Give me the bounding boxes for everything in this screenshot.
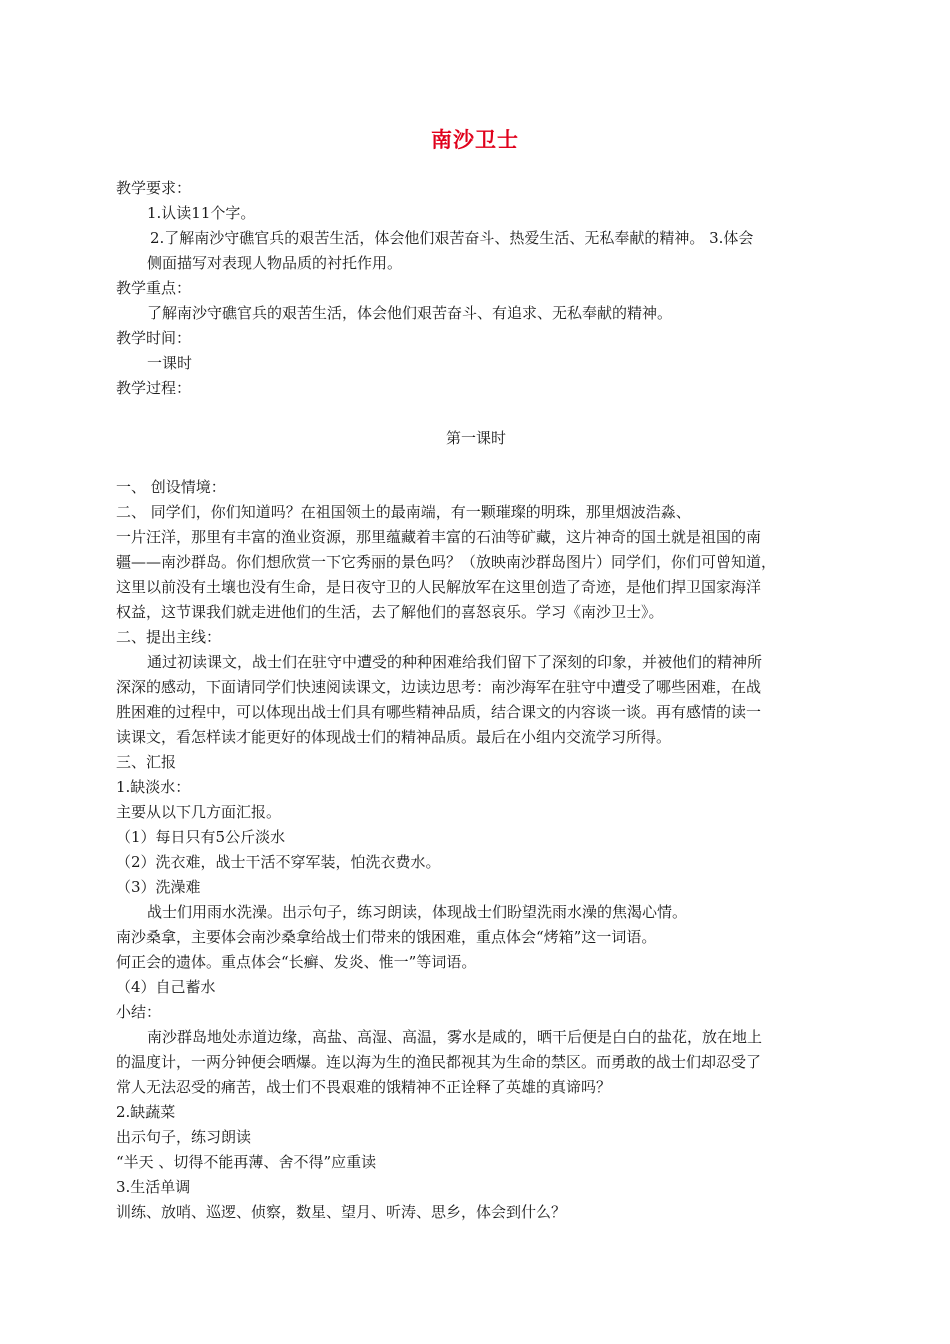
body-line: 南沙桑拿，主要体会南沙桑拿给战士们带来的饿困难，重点体会“烤箱”这一词语。: [116, 928, 657, 946]
lesson-title: 第一课时: [445, 429, 506, 447]
body-line: 一片汪洋，那里有丰富的渔业资源，那里蕴藏着丰富的石油等矿藏，这片神奇的国土就是祖国的南: [116, 528, 762, 546]
lesson-title-block: [116, 426, 836, 451]
requirement-item-2b: 侧面描写对表现人物品质的衬托作用。: [147, 254, 403, 272]
body-line: 权益，这节课我们就走进他们的生活，去了解他们的喜怒哀乐。学习《南沙卫士》。: [116, 603, 664, 621]
body-line: （4）自己蓄水: [116, 978, 216, 996]
body-line: （1）每日只有5公斤淡水: [116, 828, 286, 846]
body-line: （2）洗衣难，战士干活不穿军装，怕洗衣费水。: [116, 853, 441, 871]
body-line: （3）洗澡难: [116, 878, 201, 896]
body-line: 2.缺蔬菜: [116, 1103, 176, 1121]
body-line: 疆——南沙群岛。你们想欣赏一下它秀丽的景色吗？（放映南沙群岛图片）同学们，你们可曾知道，: [116, 553, 777, 571]
time-heading: 教学时间：: [116, 329, 192, 347]
body-line: 何正会的遗体。重点体会“长癣、发炎、惟一”等词语。: [116, 953, 477, 971]
requirements-heading: 教学要求：: [116, 179, 192, 197]
time-text: 一课时: [147, 354, 193, 372]
body-line: 深深的感动，下面请同学们快速阅读课文，边读边思考：南沙海军在驻守中遭受了哪些困难，在战: [116, 678, 762, 696]
body-line: 1.缺淡水：: [116, 778, 191, 796]
requirement-item-2a: 2.了解南沙守礁官兵的艰苦生活，体会他们艰苦奋斗、热爱生活、无私奉献的精神。 3.体会: [150, 229, 754, 247]
focus-heading: 教学重点：: [116, 279, 192, 297]
body-line: 训练、放哨、巡逻、侦察，数星、望月、听涛、思乡，体会到什么？: [116, 1203, 567, 1221]
body-line: 读课文，看怎样读才能更好的体现战士们的精神品质。最后在小组内交流学习所得。: [116, 728, 672, 746]
body-line: 主要从以下几方面汇报。: [116, 803, 282, 821]
body-line: “半天 、切得不能再薄、舍不得”应重读: [116, 1153, 377, 1171]
document-title: 南沙卫士: [431, 128, 519, 152]
body-line: 一、 创设情境：: [116, 478, 226, 496]
lesson-body: [116, 475, 836, 1225]
body-line: 出示句子，练习朗读: [116, 1128, 252, 1146]
body-line: 二、 同学们，你们知道吗？在祖国领土的最南端，有一颗璀璨的明珠，那里烟波浩淼、: [116, 503, 691, 521]
body-line: 的温度计，一两分钟便会晒爆。连以海为生的渔民都视其为生命的禁区。而勇敢的战士们却忍受了: [116, 1053, 762, 1071]
focus-text: 了解南沙守礁官兵的艰苦生活，体会他们艰苦奋斗、有追求、无私奉献的精神。: [147, 304, 673, 322]
body-line: 小结：: [116, 1003, 162, 1021]
body-line: 这里以前没有土壤也没有生命，是日夜守卫的人民解放军在这里创造了奇迹，是他们捍卫国家海洋: [116, 578, 762, 596]
body-line: 胜困难的过程中，可以体现出战士们具有哪些精神品质，结合课文的内容谈一谈。再有感情的读一: [116, 703, 762, 721]
body-line: 战士们用雨水洗澡。出示句子，练习朗读，体现战士们盼望洗雨水澡的焦渴心情。: [147, 903, 688, 921]
body-line: 3.生活单调: [116, 1178, 191, 1196]
body-line: 常人无法忍受的痛苦，战士们不畏艰难的饿精神不正诠释了英雄的真谛吗？: [116, 1078, 612, 1096]
body-line: 南沙群岛地处赤道边缘，高盐、高湿、高温，雾水是咸的，晒干后便是白白的盐花，放在地上: [147, 1028, 763, 1046]
requirement-item-1: 1.认读11个字。: [147, 204, 256, 222]
header-section: [116, 176, 836, 401]
process-heading: 教学过程：: [116, 379, 192, 397]
body-line: 通过初读课文，战士们在驻守中遭受的种种困难给我们留下了深刻的印象，并被他们的精神所: [147, 653, 763, 671]
body-line: 二、提出主线：: [116, 628, 222, 646]
body-line: 三、汇报: [116, 753, 177, 771]
